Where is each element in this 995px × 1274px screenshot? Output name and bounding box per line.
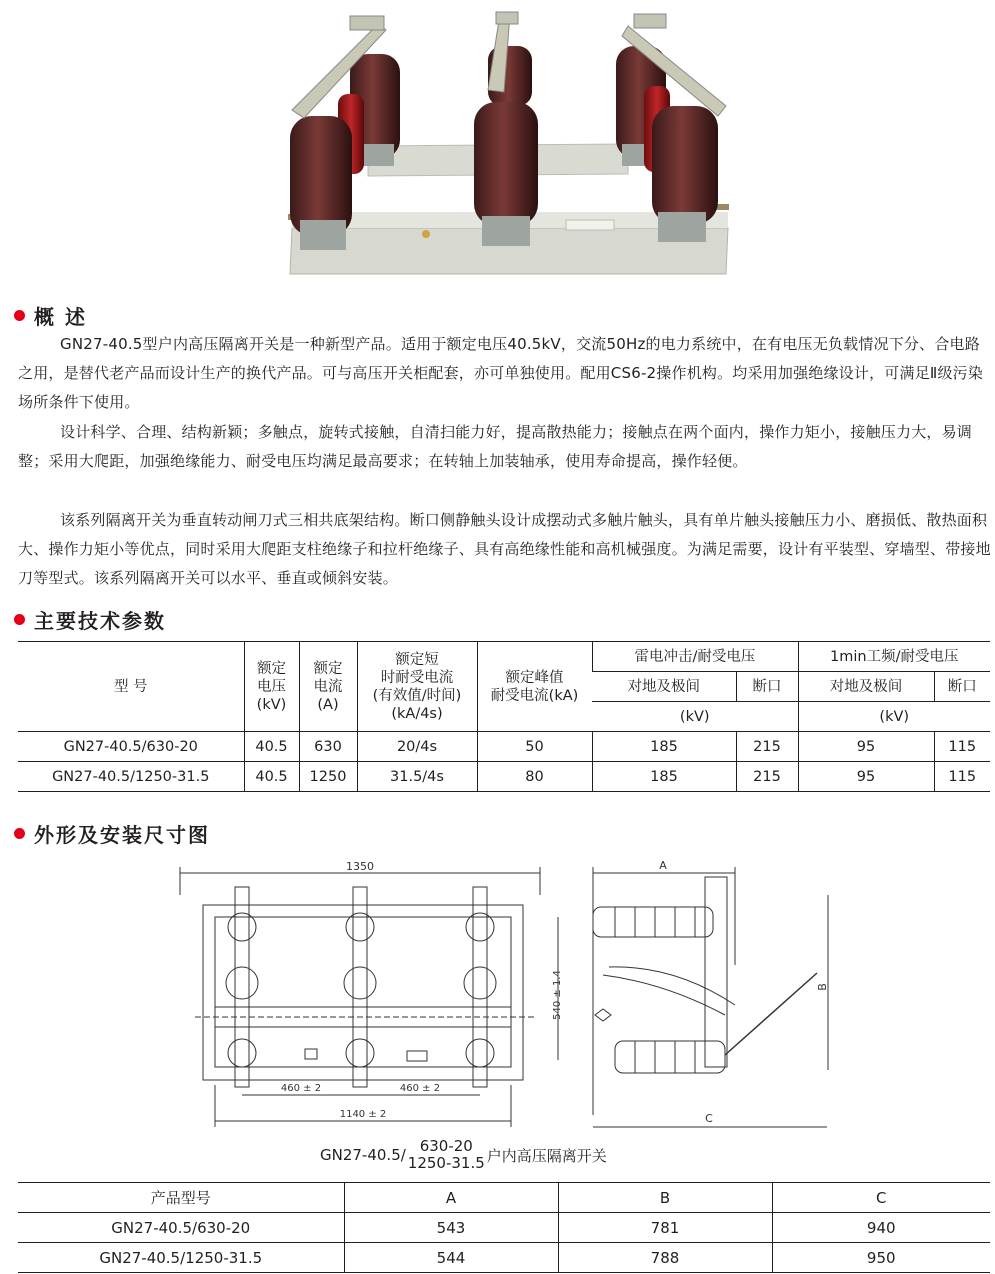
overview-title: 概 述 — [34, 305, 87, 329]
dim-460-left: 460 ± 2 — [280, 1083, 322, 1094]
drawing-caption — [320, 1138, 607, 1172]
product-photo — [278, 6, 732, 282]
cell-C: 940 — [772, 1213, 990, 1243]
caption-suffix: 户内高压隔离开关 — [486, 1146, 607, 1165]
insulator-top — [593, 907, 713, 937]
cell-peak: 50 — [477, 732, 592, 762]
side-view-drawing — [585, 855, 835, 1130]
cell-pf-break: 115 — [934, 762, 990, 792]
th-lightning-unit: (kV) — [592, 702, 798, 732]
caption-prefix: GN27-40.5/ — [320, 1146, 406, 1164]
spec-table — [18, 641, 990, 792]
overview-paragraph-2: 设计科学、合理、结构新颖；多触点，旋转式接触，自清扫能力好，提高散热能力；接触点在两个面内，操作力矩小，接触压力大，易调整；采用大爬距，加强绝缘能力、耐受电压均满足最高要求；在转轴上加装轴承，使用寿命提高，操作轻便。 — [18, 423, 973, 470]
th-rated-current: 额定 电流 (A) — [299, 642, 357, 732]
cell-model: GN27-40.5/1250-31.5 — [18, 762, 244, 792]
th-B: B — [558, 1183, 772, 1213]
cell-voltage: 40.5 — [244, 762, 299, 792]
cell-pf-break: 115 — [934, 732, 990, 762]
dim-540: 540 ± 1.4 — [552, 970, 563, 1020]
table-row — [18, 1243, 990, 1273]
cell-model: GN27-40.5/630-20 — [18, 732, 244, 762]
overview-heading — [14, 301, 87, 330]
specs-heading — [14, 605, 166, 634]
th-A: A — [344, 1183, 558, 1213]
cell-lightning-ground: 185 — [592, 762, 736, 792]
cell-short-time: 20/4s — [357, 732, 477, 762]
th-product-model: 产品型号 — [18, 1183, 344, 1213]
cell-B: 788 — [558, 1243, 772, 1273]
table-row — [18, 732, 990, 762]
overview-paragraph-1: GN27-40.5型户内高压隔离开关是一种新型产品。适用于额定电压40.5kV，交流50Hz的电力系统中，在有电压无负载情况下分、合电路之用，是替代老产品而设计生产的换代产品。可与高压开关柜配套，亦可单独使用。配用CS6-2操作机构。均采用加强绝缘设计，可满足Ⅱ级污染场所条件下使用。 — [18, 335, 984, 411]
th-lightning-break: 断口 — [736, 672, 798, 702]
cell-lightning-break: 215 — [736, 762, 798, 792]
th-pf-ground: 对地及极间 — [798, 672, 934, 702]
dim-B: B — [816, 983, 829, 991]
dims-heading — [14, 819, 210, 848]
cell-lightning-ground: 185 — [592, 732, 736, 762]
th-lightning: 雷电冲击/耐受电压 — [592, 642, 798, 672]
cell-A: 544 — [344, 1243, 558, 1273]
th-pf-unit: (kV) — [798, 702, 990, 732]
table-row — [18, 762, 990, 792]
cell-short-time: 31.5/4s — [357, 762, 477, 792]
th-C: C — [772, 1183, 990, 1213]
th-rated-voltage: 额定 电压 (kV) — [244, 642, 299, 732]
specs-title: 主要技术参数 — [34, 609, 166, 633]
front-view-drawing — [175, 855, 575, 1130]
cell-current: 630 — [299, 732, 357, 762]
cell-C: 950 — [772, 1243, 990, 1273]
cell-pf-ground: 95 — [798, 732, 934, 762]
dim-1140: 1140 ± 2 — [339, 1109, 387, 1120]
dims-title: 外形及安装尺寸图 — [34, 823, 210, 847]
caption-variant-1: 630-20 — [419, 1137, 473, 1155]
cell-pf-ground: 95 — [798, 762, 934, 792]
th-short-time-current: 额定短 时耐受电流 (有效值/时间) (kA/4s) — [357, 642, 477, 732]
dim-1350: 1350 — [346, 860, 374, 873]
cell-voltage: 40.5 — [244, 732, 299, 762]
th-model: 型 号 — [18, 642, 244, 732]
table-row — [18, 1213, 990, 1243]
caption-variants — [408, 1138, 485, 1172]
cell-lightning-break: 215 — [736, 732, 798, 762]
cell-current: 1250 — [299, 762, 357, 792]
bullet-icon — [14, 828, 25, 839]
th-power-frequency: 1min工频/耐受电压 — [798, 642, 990, 672]
insulator-bottom — [615, 1041, 725, 1073]
bullet-icon — [14, 310, 25, 321]
dim-460-right: 460 ± 2 — [399, 1083, 441, 1094]
dim-C: C — [705, 1112, 713, 1125]
th-lightning-ground: 对地及极间 — [592, 672, 736, 702]
th-peak-current: 额定峰值 耐受电流(kA) — [477, 642, 592, 732]
bullet-icon — [14, 614, 25, 625]
overview-paragraph-3: 该系列隔离开关为垂直转动闸刀式三相共底架结构。断口侧静触头设计成摆动式多触片触头，具有单片触头接触压力小、磨损低、散热面积大、操作力矩小等优点，同时采用大爬距支柱绝缘子和拉杆绝缘子、具有高绝缘性能和高机械强度。为满足需要，设计有平装型、穿墙型、带接地刀等型式。该系列隔离开关可以水平、垂直或倾斜安装。 — [18, 511, 991, 587]
cell-model: GN27-40.5/1250-31.5 — [18, 1243, 344, 1273]
dimension-table — [18, 1182, 990, 1273]
cell-A: 543 — [344, 1213, 558, 1243]
cell-B: 781 — [558, 1213, 772, 1243]
th-pf-break: 断口 — [934, 672, 990, 702]
dim-A: A — [659, 859, 667, 872]
cell-model: GN27-40.5/630-20 — [18, 1213, 344, 1243]
cell-peak: 80 — [477, 762, 592, 792]
caption-variant-2: 1250-31.5 — [407, 1154, 485, 1172]
